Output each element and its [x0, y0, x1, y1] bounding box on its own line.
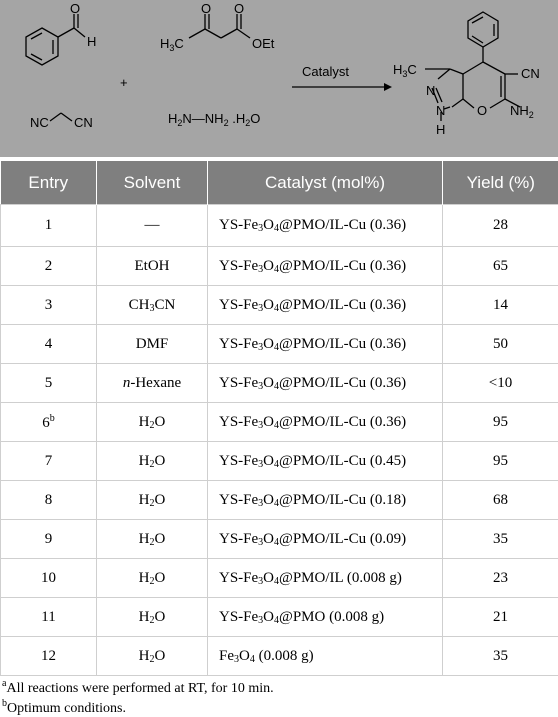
yield-cell: 95	[443, 442, 558, 481]
entry-number: 5	[45, 375, 53, 391]
solvent-cell: $H_2O$	[97, 442, 208, 481]
reaction-arrowhead	[384, 83, 392, 91]
table-row	[1, 637, 558, 676]
catalyst-cell: $YS-Fe_3O_4@PMO/IL-Cu$ (0.45)	[208, 442, 443, 481]
entry-number: 9	[45, 531, 53, 547]
benzaldehyde-structure	[26, 14, 85, 65]
entry-number: 10	[41, 570, 56, 586]
solvent-cell: $H_2O$	[97, 598, 208, 637]
entry-number: 4	[45, 336, 53, 352]
entry-cell	[1, 364, 97, 403]
yield-cell: 21	[443, 598, 558, 637]
product-cn-label: CN	[521, 66, 540, 81]
malononitrile-structure	[50, 113, 72, 121]
header-entry: Entry	[1, 161, 97, 205]
solvent-cell: $H_2O$	[97, 481, 208, 520]
solvent-cell: —	[97, 205, 208, 247]
entry-number: 2	[45, 258, 53, 274]
catalyst-cell: $YS-Fe_3O_4@PMO$ (0.008 g)	[208, 598, 443, 637]
entry-number: 12	[41, 648, 56, 664]
table-row	[1, 481, 558, 520]
aldehyde-hydrogen-label: H	[87, 34, 96, 49]
table-row	[1, 442, 558, 481]
product-oxygen-label: O	[477, 103, 487, 118]
footnote-b-text: Optimum conditions.	[7, 701, 126, 716]
entry-cell	[1, 598, 97, 637]
yield-cell: 65	[443, 247, 558, 286]
footnote-b	[2, 698, 126, 717]
table-row	[1, 598, 558, 637]
solvent-cell: $H_2O$	[97, 520, 208, 559]
yield-cell: 35	[443, 637, 558, 676]
optimization-table	[0, 161, 558, 676]
footnote-a-text: All reactions were performed at RT, for 10 min.	[6, 681, 273, 696]
table-row	[1, 364, 558, 403]
table-row	[1, 559, 558, 598]
header-solvent: Solvent	[97, 161, 208, 205]
catalyst-cell: $YS-Fe_3O_4@PMO/IL-Cu$ (0.09)	[208, 520, 443, 559]
entry-cell	[1, 637, 97, 676]
malononitrile-nc-label: NC	[30, 115, 49, 130]
malononitrile-cn-label: CN	[74, 115, 93, 130]
entry-cell	[1, 247, 97, 286]
catalyst-cell: $YS-Fe_3O_4@PMO/IL-Cu$ (0.36)	[208, 286, 443, 325]
catalyst-cell: $YS-Fe_3O_4@PMO/IL-Cu$ (0.36)	[208, 247, 443, 286]
yield-cell: 35	[443, 520, 558, 559]
entry-cell	[1, 286, 97, 325]
yield-cell: 28	[443, 205, 558, 247]
entry-cell	[1, 325, 97, 364]
reaction-scheme	[0, 0, 558, 157]
solvent-cell: EtOH	[97, 247, 208, 286]
yield-cell: 95	[443, 403, 558, 442]
methyl-label-left: $H_3C$	[160, 36, 184, 53]
table-body	[1, 205, 558, 676]
header-catalyst: Catalyst (mol%)	[208, 161, 443, 205]
table-row	[1, 403, 558, 442]
catalyst-cell: $YS-Fe_3O_4@PMO/IL-Cu$ (0.36)	[208, 364, 443, 403]
footnote-a	[2, 678, 274, 697]
ester-oet-label: OEt	[252, 36, 275, 51]
product-n1-label: N	[426, 83, 435, 98]
keto-oxygen-label: O	[201, 1, 211, 16]
entry-number: 11	[41, 609, 55, 625]
entry-cell	[1, 205, 97, 247]
table-row	[1, 520, 558, 559]
solvent-cell: $H_2O$	[97, 403, 208, 442]
entry-number: 3	[45, 297, 53, 313]
footnote-a-mark: a	[2, 678, 6, 689]
table-row	[1, 286, 558, 325]
entry-cell	[1, 403, 97, 442]
table-row	[1, 205, 558, 247]
catalyst-cell: $Fe_3O_4$ (0.008 g)	[208, 637, 443, 676]
product-methyl-label: $H_3C$	[393, 62, 417, 79]
catalyst-cell: $YS-Fe_3O_4@PMO/IL-Cu$ (0.36)	[208, 403, 443, 442]
entry-number: 1	[45, 217, 53, 233]
yield-cell: 50	[443, 325, 558, 364]
solvent-cell: n-Hexane	[97, 364, 208, 403]
entry-cell	[1, 442, 97, 481]
solvent-cell: $H_2O$	[97, 637, 208, 676]
aldehyde-oxygen-label: O	[70, 1, 80, 16]
footnote-b-mark: b	[2, 698, 7, 709]
entry-cell	[1, 481, 97, 520]
yield-cell: <10	[443, 364, 558, 403]
plus-sign: +	[120, 75, 128, 90]
entry-number: 6	[42, 415, 50, 431]
ester-oxygen-label: O	[234, 1, 244, 16]
catalyst-cell: $YS-Fe_3O_4@PMO/IL-Cu$ (0.18)	[208, 481, 443, 520]
hydrazine-hydrate-label: $H_2N—NH_2$ $.H_2O$	[168, 111, 260, 128]
product-nh2-label: $NH_2$	[510, 103, 534, 120]
yield-cell: 14	[443, 286, 558, 325]
product-nh-hydrogen-label: H	[436, 122, 445, 137]
arrow-label: Catalyst	[302, 64, 349, 79]
entry-cell	[1, 520, 97, 559]
product-n2-label: N	[436, 103, 445, 118]
table-header-row	[1, 161, 558, 205]
yield-cell: 23	[443, 559, 558, 598]
catalyst-cell: $YS-Fe_3O_4@PMO/IL-Cu$ (0.36)	[208, 205, 443, 247]
ethyl-acetoacetate-structure	[189, 14, 250, 38]
catalyst-cell: $YS-Fe_3O_4@PMO/IL$ (0.008 g)	[208, 559, 443, 598]
solvent-cell: $CH_3CN$	[97, 286, 208, 325]
catalyst-cell: $YS-Fe_3O_4@PMO/IL-Cu$ (0.36)	[208, 325, 443, 364]
entry-number: 8	[45, 492, 53, 508]
header-yield: Yield (%)	[443, 161, 558, 205]
entry-footnote-mark: b	[50, 413, 55, 424]
entry-number: 7	[45, 453, 53, 469]
table-row	[1, 325, 558, 364]
table-row	[1, 247, 558, 286]
entry-cell	[1, 559, 97, 598]
solvent-cell: DMF	[97, 325, 208, 364]
solvent-cell: $H_2O$	[97, 559, 208, 598]
yield-cell: 68	[443, 481, 558, 520]
reaction-scheme-drawing	[0, 0, 558, 157]
